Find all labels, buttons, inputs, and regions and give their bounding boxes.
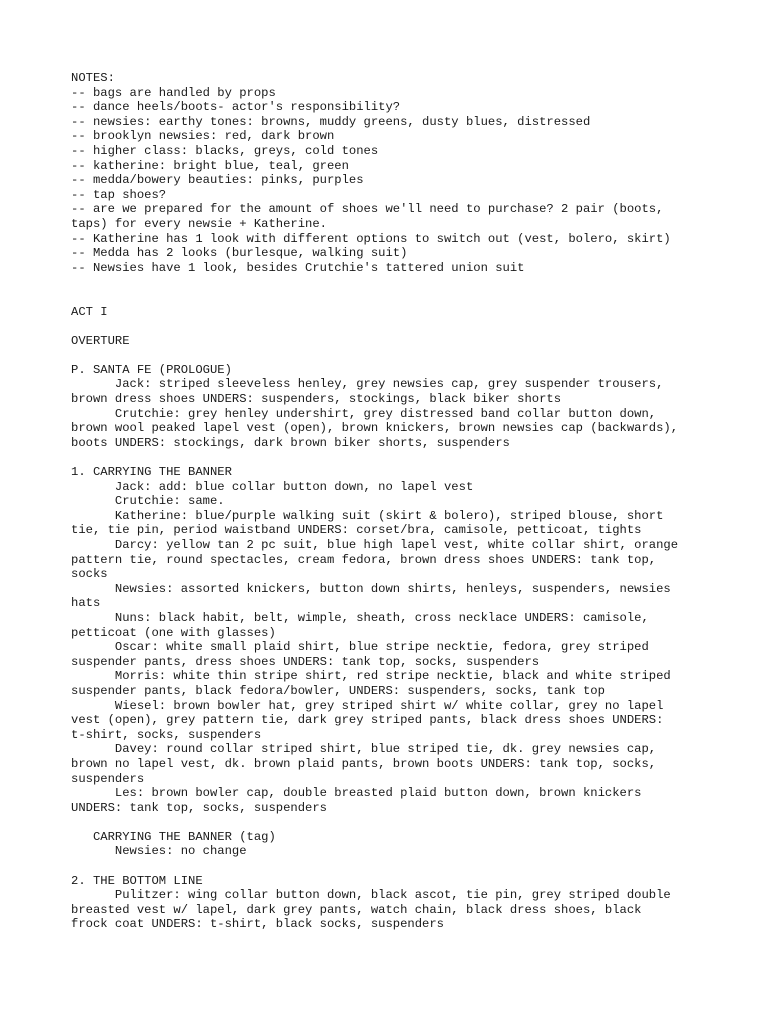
- notes-heading: NOTES:: [71, 71, 115, 85]
- note-item: -- tap shoes?: [71, 187, 167, 202]
- costume-line: Katherine: blue/purple walking suit (skirt & bolero), striped blouse, short: [71, 508, 664, 523]
- blank-line: [71, 290, 761, 305]
- costume-line: Morris: white thin stripe shirt, red stripe necktie, black and white striped: [71, 669, 671, 684]
- costume-line: Wiesel: brown bowler hat, grey striped shirt w/ white collar, grey no lapel: [71, 698, 664, 713]
- note-item: -- dance heels/boots- actor's responsibility?: [71, 100, 401, 115]
- costume-line: frock coat UNDERS: t-shirt, black socks, suspenders: [71, 917, 444, 932]
- costume-line: Jack: add: blue collar button down, no lapel vest: [71, 479, 474, 494]
- costume-line: Nuns: black habit, belt, wimple, sheath, cross necklace UNDERS: camisole,: [71, 610, 649, 625]
- costume-line: brown wool peaked lapel vest (open), brown knickers, brown newsies cap (backwards),: [71, 421, 679, 436]
- costume-line: brown no lapel vest, dk. brown plaid pants, brown boots UNDERS: tank top, socks,: [71, 756, 657, 771]
- document-page: [71, 71, 761, 932]
- costume-line: pattern tie, round spectacles, cream fedora, brown dress shoes UNDERS: tank top,: [71, 552, 657, 567]
- note-item: -- higher class: blacks, greys, cold tones: [71, 143, 379, 158]
- costume-line: Davey: round collar striped shirt, blue striped tie, dk. grey newsies cap,: [71, 742, 657, 757]
- act-title: ACT I: [71, 304, 108, 319]
- note-item: -- brooklyn newsies: red, dark brown: [71, 129, 335, 144]
- costume-line: socks: [71, 567, 108, 582]
- blank-line: [71, 859, 761, 874]
- note-item: -- Katherine has 1 look with different options to switch out (vest, bolero, skirt): [71, 231, 671, 246]
- costume-line: t-shirt, socks, suspenders: [71, 727, 262, 742]
- note-item: -- are we prepared for the amount of shoes we'll need to purchase? 2 pair (boots,: [71, 202, 664, 217]
- blank-line: [71, 450, 761, 465]
- overture-heading: OVERTURE: [71, 333, 130, 348]
- costume-line: Oscar: white small plaid shirt, blue stripe necktie, fedora, grey striped: [71, 640, 649, 655]
- costume-line: brown dress shoes UNDERS: suspenders, stockings, black biker shorts: [71, 392, 562, 407]
- costume-line: breasted vest w/ lapel, dark grey pants, watch chain, black dress shoes, black: [71, 902, 642, 917]
- blank-line: [71, 319, 761, 334]
- costume-line: Darcy: yellow tan 2 pc suit, blue high lapel vest, white collar shirt, orange: [71, 538, 679, 552]
- scene-prologue: [71, 363, 761, 451]
- costume-line: Crutchie: same.: [71, 494, 225, 509]
- costume-line: tie, tie pin, period waistband UNDERS: corset/bra, camisole, petticoat, tights: [71, 523, 642, 538]
- costume-line: hats: [71, 596, 101, 611]
- note-item: taps) for every newsie + Katherine.: [71, 216, 327, 231]
- costume-line: UNDERS: tank top, socks, suspenders: [71, 800, 327, 815]
- costume-line: vest (open), grey pattern tie, dark grey striped pants, black dress shoes UNDERS:: [71, 713, 664, 728]
- scene-heading: 2. THE BOTTOM LINE: [71, 873, 203, 888]
- costume-line: Newsies: no change: [71, 844, 247, 859]
- note-item: -- Newsies have 1 look, besides Crutchie's tattered union suit: [71, 260, 525, 275]
- note-item: -- bags are handled by props: [71, 85, 276, 100]
- note-item: -- katherine: bright blue, teal, green: [71, 158, 349, 173]
- blank-line: [71, 275, 761, 290]
- costume-line: boots UNDERS: stockings, dark brown biker shorts, suspenders: [71, 435, 510, 450]
- costume-line: suspenders: [71, 771, 145, 786]
- note-item: -- medda/bowery beauties: pinks, purples: [71, 173, 364, 188]
- costume-line: Crutchie: grey henley undershirt, grey distressed band collar button down,: [71, 406, 657, 421]
- scene-the-bottom-line: [71, 874, 761, 932]
- scene-heading: CARRYING THE BANNER (tag): [71, 829, 276, 844]
- costume-line: Les: brown bowler cap, double breasted plaid button down, brown knickers: [71, 786, 642, 801]
- scene-heading: P. SANTA FE (PROLOGUE): [71, 362, 232, 377]
- note-item: -- newsies: earthy tones: browns, muddy greens, dusty blues, distressed: [71, 114, 591, 129]
- blank-line: [71, 348, 761, 363]
- costume-line: suspender pants, dress shoes UNDERS: tank top, socks, suspenders: [71, 654, 540, 669]
- note-item: -- Medda has 2 looks (burlesque, walking suit): [71, 246, 408, 261]
- costume-line: suspender pants, black fedora/bowler, UNDERS: suspenders, socks, tank top: [71, 683, 605, 698]
- notes-section: [71, 71, 761, 275]
- costume-line: petticoat (one with glasses): [71, 625, 276, 640]
- costume-line: Pulitzer: wing collar button down, black ascot, tie pin, grey striped double: [71, 888, 671, 903]
- scene-heading: 1. CARRYING THE BANNER: [71, 465, 232, 480]
- blank-line: [71, 815, 761, 830]
- costume-line: Newsies: assorted knickers, button down shirts, henleys, suspenders, newsies: [71, 581, 671, 596]
- scene-carrying-the-banner: [71, 465, 761, 815]
- scene-carrying-the-banner-tag: [71, 830, 761, 859]
- costume-line: Jack: striped sleeveless henley, grey newsies cap, grey suspender trousers,: [71, 377, 664, 392]
